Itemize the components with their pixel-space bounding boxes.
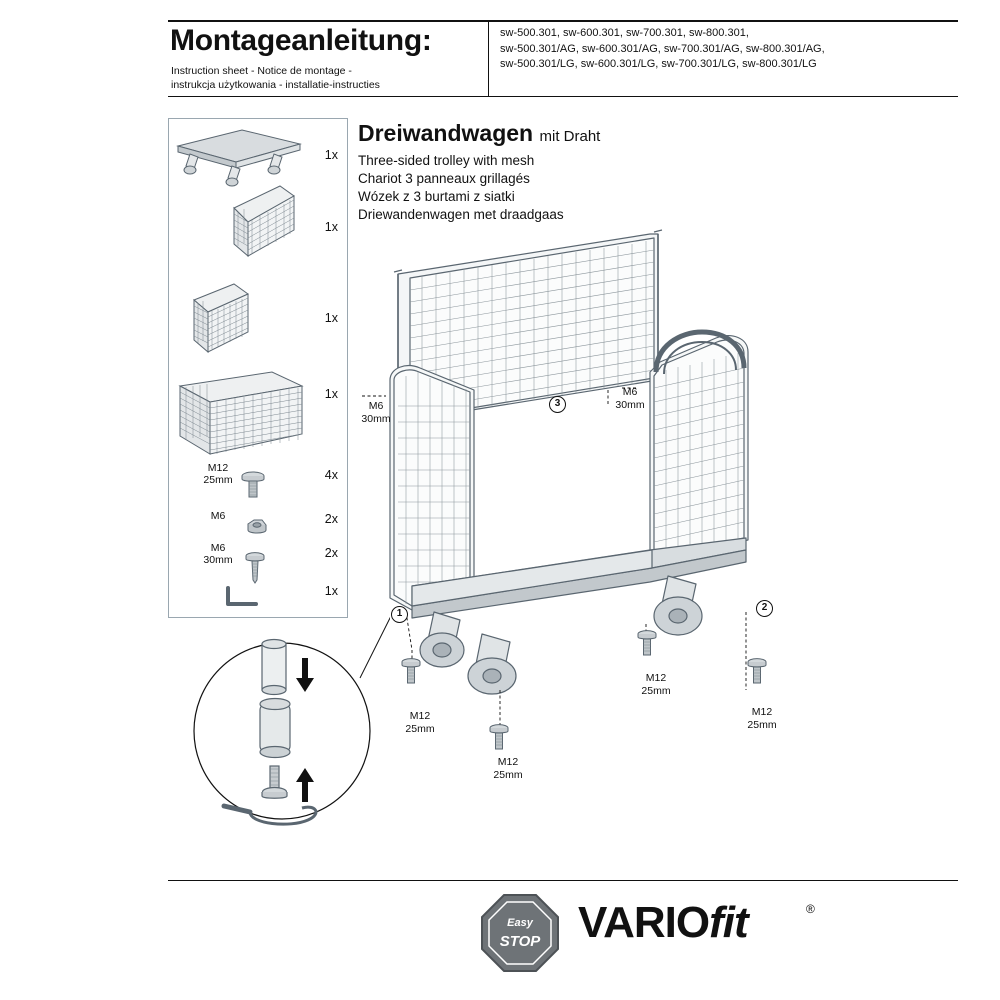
- part-label-screw: [196, 542, 240, 566]
- easy-stop-easy: Easy: [507, 917, 533, 929]
- subtitle-line-2: instrukcja użytkowania - installatie-instructies: [171, 79, 380, 91]
- dim-label-m12-a: [398, 710, 442, 735]
- dim-m12-b-length: 25mm: [493, 768, 523, 781]
- part-qty-2: 1x: [324, 220, 338, 234]
- product-name-nl: Driewandenwagen met draadgaas: [358, 207, 564, 222]
- dim-label-m6-left: [354, 400, 398, 425]
- subtitle-line-1: Instruction sheet - Notice de montage -: [171, 65, 352, 77]
- dim-m12-c-size: M12: [645, 672, 667, 684]
- product-title-suffix: mit Draht: [539, 128, 601, 145]
- dim-m12-b-size: M12: [497, 756, 519, 768]
- product-translations: [358, 152, 778, 224]
- model-line-3: sw-500.301/LG, sw-600.301/LG, sw-700.301/LG, sw-800.301/LG: [500, 58, 817, 70]
- part-qty-8: 1x: [324, 584, 338, 598]
- brand-registered-mark: ®: [806, 902, 815, 916]
- part-qty-6: 2x: [324, 512, 338, 526]
- dim-label-m12-d: [740, 706, 784, 731]
- callout-3: 3: [549, 396, 566, 413]
- brand-logo: [578, 898, 748, 948]
- dim-m12-a-size: M12: [409, 710, 431, 722]
- document-title: Montageanleitung:: [170, 24, 432, 57]
- product-title: [358, 120, 778, 150]
- product-name-pl: Wózek z 3 burtami z siatki: [358, 189, 515, 204]
- dim-m6-right-length: 30mm: [615, 398, 645, 411]
- dim-m12-a-length: 25mm: [405, 722, 435, 735]
- part-label-nut-size: M6: [210, 510, 226, 522]
- callout-2: 2: [756, 600, 773, 617]
- part-qty-1: 1x: [324, 148, 338, 162]
- dim-label-m6-right: [608, 386, 652, 411]
- product-title-main: Dreiwandwagen: [358, 120, 534, 146]
- part-label-screw-size: M6: [210, 542, 226, 554]
- product-title-block: [358, 120, 778, 224]
- bolt-icon-c: [638, 631, 656, 655]
- part-qty-5: 4x: [324, 468, 338, 482]
- bolt-icon-d: [748, 659, 766, 683]
- easy-stop-stop: STOP: [499, 933, 541, 950]
- right-side-mesh-panel: [650, 332, 748, 560]
- header-divider: [488, 22, 489, 96]
- dim-label-m12-c: [634, 672, 678, 697]
- part-label-nut: [196, 510, 240, 522]
- bolt-callout-illustrations: [390, 630, 810, 770]
- document-subtitle: [171, 64, 380, 92]
- bolt-icon-a: [402, 659, 420, 683]
- product-name-en: Three-sided trolley with mesh: [358, 153, 535, 168]
- dim-m12-d-length: 25mm: [747, 718, 777, 731]
- left-side-mesh-panel: [390, 366, 474, 610]
- easy-stop-logo: [480, 893, 560, 973]
- detail-view-circle: [190, 616, 390, 846]
- parts-list-labels: [168, 118, 348, 618]
- callout-1: 1: [391, 606, 408, 623]
- brand-name-part1: VARIO: [578, 898, 710, 947]
- footer-rule: [168, 880, 958, 881]
- part-qty-4: 1x: [324, 387, 338, 401]
- dim-m12-d-size: M12: [751, 706, 773, 718]
- part-label-bolt-length: 25mm: [203, 474, 233, 486]
- dim-m6-left-length: 30mm: [361, 412, 391, 425]
- part-label-bolt: [196, 462, 240, 486]
- document-header: [168, 20, 958, 98]
- bolt-icon-b: [490, 725, 508, 749]
- brand-name-part2: fit: [709, 898, 748, 947]
- model-number-list: [500, 26, 825, 73]
- dim-label-m12-b: [486, 756, 530, 781]
- part-qty-7: 2x: [324, 546, 338, 560]
- dim-m6-right-size: M6: [622, 386, 638, 398]
- dim-m12-c-length: 25mm: [641, 684, 671, 697]
- dim-m6-left-size: M6: [368, 400, 384, 412]
- part-label-screw-length: 30mm: [203, 554, 233, 566]
- part-label-bolt-size: M12: [207, 462, 229, 474]
- model-line-1: sw-500.301, sw-600.301, sw-700.301, sw-800.301,: [500, 27, 749, 39]
- product-name-fr: Chariot 3 panneaux grillagés: [358, 171, 530, 186]
- model-line-2: sw-500.301/AG, sw-600.301/AG, sw-700.301/AG, sw-800.301/AG,: [500, 42, 825, 55]
- header-rule-bottom: [168, 96, 958, 97]
- part-qty-3: 1x: [324, 311, 338, 325]
- header-rule-top: [168, 20, 958, 22]
